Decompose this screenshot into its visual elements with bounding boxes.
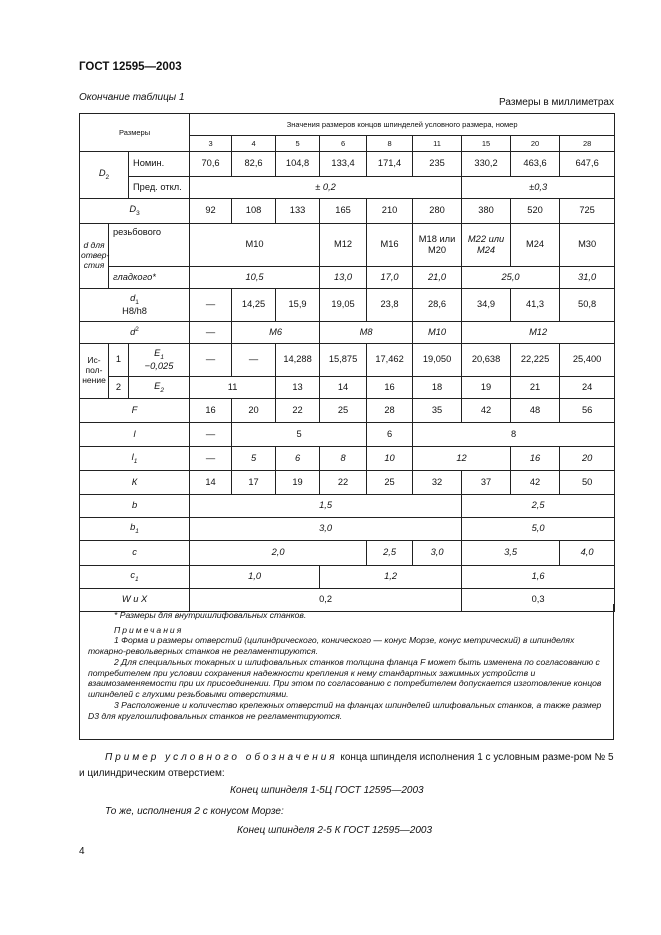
footnote: * Размеры для внутришлифовальных станков. bbox=[114, 610, 307, 620]
cell: 10 bbox=[367, 447, 413, 471]
cell: 20 bbox=[232, 399, 276, 423]
row-label-isp: Ис-пол-нение bbox=[80, 344, 109, 399]
row-label-d-hole: d для отвер-стия bbox=[80, 224, 109, 289]
cell: 56 bbox=[560, 399, 615, 423]
cell: 22,225 bbox=[511, 344, 560, 377]
cell: 6 bbox=[367, 423, 413, 447]
row-label-F: F bbox=[80, 399, 190, 423]
units-caption: Размеры в миллиметрах bbox=[499, 97, 614, 108]
cell: 5 bbox=[232, 423, 367, 447]
cell: 41,3 bbox=[511, 289, 560, 322]
cell: 2,5 bbox=[367, 541, 413, 566]
header-values-title: Значения размеров концов шпинделей условного размера, номер bbox=[190, 114, 615, 136]
cell: 10,5 bbox=[190, 267, 320, 289]
cell: 24 bbox=[560, 377, 615, 399]
row-label-b: b bbox=[80, 495, 190, 518]
cell: 14,288 bbox=[276, 344, 320, 377]
cell: 1,0 bbox=[190, 566, 320, 589]
cell: 92 bbox=[190, 199, 232, 224]
row-label-c1: $c_1$ bbox=[80, 566, 190, 589]
cell: 16 bbox=[367, 377, 413, 399]
cell: 8 bbox=[413, 423, 615, 447]
cell: 6 bbox=[276, 447, 320, 471]
row-label-D3: $D_3$ bbox=[80, 199, 190, 224]
cell: 17,462 bbox=[367, 344, 413, 377]
cell: 5 bbox=[232, 447, 276, 471]
cell: 171,4 bbox=[367, 152, 413, 177]
cell: М18 или М20 bbox=[413, 224, 462, 267]
example-text: конца шпинделя исполнения 1 с условным разме-ром № 5 и цилиндрическим отверстием: bbox=[79, 752, 614, 779]
table-notes bbox=[79, 604, 614, 740]
note-1: 1 Форма и размеры отверстий (цилиндрического, конического — конус Морзе, конус метрический) в шпинделях токарно-револьверных станков не регламентируются. bbox=[88, 635, 575, 657]
cell: 3,5 bbox=[462, 541, 560, 566]
example-lead: Пример условного обозначения bbox=[105, 752, 338, 763]
cell: 8 bbox=[320, 447, 367, 471]
cell: 3,0 bbox=[190, 518, 462, 541]
cell: 50,8 bbox=[560, 289, 615, 322]
row-label-l1: $l_1$ bbox=[80, 447, 190, 471]
cell: 165 bbox=[320, 199, 367, 224]
cell: 1,2 bbox=[320, 566, 462, 589]
cell: 330,2 bbox=[462, 152, 511, 177]
cell: М10 bbox=[413, 322, 462, 344]
cell: 19,050 bbox=[413, 344, 462, 377]
row-label-K: К bbox=[80, 471, 190, 495]
cell: — bbox=[190, 344, 232, 377]
cell: 725 bbox=[560, 199, 615, 224]
cell: 25,400 bbox=[560, 344, 615, 377]
cell: 21 bbox=[511, 377, 560, 399]
cell: 20,638 bbox=[462, 344, 511, 377]
cell: 520 bbox=[511, 199, 560, 224]
cell: 28 bbox=[367, 399, 413, 423]
cell: 32 bbox=[413, 471, 462, 495]
row-label-d1: $d_1$ Н8/h8 bbox=[80, 289, 190, 322]
cell: 17,0 bbox=[367, 267, 413, 289]
row-label-l: l bbox=[80, 423, 190, 447]
label-E1: $E_1$ −0,025 bbox=[129, 344, 190, 377]
cell: 2,5 bbox=[462, 495, 615, 518]
cell: 21,0 bbox=[413, 267, 462, 289]
cell: 15,9 bbox=[276, 289, 320, 322]
cell: М22 или М24 bbox=[462, 224, 511, 267]
variant-num: 2 bbox=[109, 377, 129, 399]
cell: — bbox=[190, 289, 232, 322]
cell: ±0,3 bbox=[462, 177, 615, 199]
header-num: 3 bbox=[190, 136, 232, 152]
cell: 18 bbox=[413, 377, 462, 399]
cell: 48 bbox=[511, 399, 560, 423]
cell: 108 bbox=[232, 199, 276, 224]
label-pred: Пред. откл. bbox=[129, 177, 190, 199]
cell: 14 bbox=[190, 471, 232, 495]
example-paragraph bbox=[79, 750, 614, 782]
cell: 14,25 bbox=[232, 289, 276, 322]
row-label-b1: $b_1$ bbox=[80, 518, 190, 541]
row-label-d2: $d^2$ bbox=[80, 322, 190, 344]
row-label-c: c bbox=[80, 541, 190, 566]
cell: 22 bbox=[320, 471, 367, 495]
cell: 25 bbox=[367, 471, 413, 495]
example-same: То же, исполнения 2 с конусом Морзе: bbox=[105, 806, 284, 817]
label-rezb: резьбового bbox=[109, 224, 190, 267]
cell: 2,0 bbox=[190, 541, 367, 566]
cell: 82,6 bbox=[232, 152, 276, 177]
page-number: 4 bbox=[79, 846, 85, 857]
table-caption: Окончание таблицы 1 bbox=[79, 92, 185, 103]
cell: 380 bbox=[462, 199, 511, 224]
cell: 35 bbox=[413, 399, 462, 423]
cell: М6 bbox=[232, 322, 320, 344]
document-title: ГОСТ 12595—2003 bbox=[79, 61, 182, 73]
cell: М24 bbox=[511, 224, 560, 267]
cell: 13,0 bbox=[320, 267, 367, 289]
note-2: 2 Для специальных токарных и шлифовальных станков толщина фланца F может быть изменена по согласованию с потребителем при условии сохранения надежности крепления к нему стандартных зажимных устройств и взаимозаменяемости при их присоединении. При этом по согласованию с потребителем допускается изготовление концов шпинделей с глухими резьбовыми отверстиями. bbox=[88, 656, 602, 700]
header-num: 6 bbox=[320, 136, 367, 152]
header-sizes: Размеры bbox=[80, 114, 190, 152]
cell: 647,6 bbox=[560, 152, 615, 177]
cell: 19 bbox=[462, 377, 511, 399]
cell: — bbox=[190, 447, 232, 471]
cell: 20 bbox=[560, 447, 615, 471]
cell: 19,05 bbox=[320, 289, 367, 322]
header-num: 4 bbox=[232, 136, 276, 152]
cell: 0,2 bbox=[190, 589, 462, 612]
cell: М10 bbox=[190, 224, 320, 267]
cell: 280 bbox=[413, 199, 462, 224]
header-num: 8 bbox=[367, 136, 413, 152]
cell: 22 bbox=[276, 399, 320, 423]
row-label-D2: $D_2$ bbox=[80, 152, 129, 199]
cell: 28,6 bbox=[413, 289, 462, 322]
notes-title: Примечания bbox=[114, 624, 184, 635]
cell: М12 bbox=[462, 322, 615, 344]
cell: ± 0,2 bbox=[190, 177, 462, 199]
cell: 13 bbox=[276, 377, 320, 399]
example-code-1: Конец шпинделя 1-5Ц ГОСТ 12595—2003 bbox=[230, 785, 424, 796]
cell: 25,0 bbox=[462, 267, 560, 289]
cell: 50 bbox=[560, 471, 615, 495]
cell: 133,4 bbox=[320, 152, 367, 177]
example-code-2: Конец шпинделя 2-5 К ГОСТ 12595—2003 bbox=[237, 825, 433, 836]
cell: 463,6 bbox=[511, 152, 560, 177]
variant-num: 1 bbox=[109, 344, 129, 377]
cell: 133 bbox=[276, 199, 320, 224]
cell: 1,6 bbox=[462, 566, 615, 589]
row-label-WX: W и X bbox=[80, 589, 190, 612]
header-num: 20 bbox=[511, 136, 560, 152]
cell: 14 bbox=[320, 377, 367, 399]
cell: 37 bbox=[462, 471, 511, 495]
cell: 12 bbox=[413, 447, 511, 471]
cell: 5,0 bbox=[462, 518, 615, 541]
cell: — bbox=[190, 423, 232, 447]
cell: — bbox=[232, 344, 276, 377]
cell: М30 bbox=[560, 224, 615, 267]
cell: 3,0 bbox=[413, 541, 462, 566]
spindle-dimensions-table bbox=[79, 113, 615, 612]
header-num: 5 bbox=[276, 136, 320, 152]
cell: М8 bbox=[320, 322, 413, 344]
cell: 0,3 bbox=[462, 589, 615, 612]
cell: М16 bbox=[367, 224, 413, 267]
label-nomin: Номин. bbox=[129, 152, 190, 177]
cell: 31,0 bbox=[560, 267, 615, 289]
note-3: 3 Расположение и количество крепежных отверстий на фланцах шпинделей шлифовальных станков, а также размер D3 для круглошлифовальных станков не регламентируются. bbox=[88, 699, 602, 721]
cell: 25 bbox=[320, 399, 367, 423]
cell: 16 bbox=[511, 447, 560, 471]
cell: 16 bbox=[190, 399, 232, 423]
cell: 104,8 bbox=[276, 152, 320, 177]
header-num: 28 bbox=[560, 136, 615, 152]
cell: 210 bbox=[367, 199, 413, 224]
cell: 70,6 bbox=[190, 152, 232, 177]
cell: 4,0 bbox=[560, 541, 615, 566]
cell: 15,875 bbox=[320, 344, 367, 377]
cell: — bbox=[190, 322, 232, 344]
cell: М12 bbox=[320, 224, 367, 267]
cell: 34,9 bbox=[462, 289, 511, 322]
cell: 17 bbox=[232, 471, 276, 495]
cell: 235 bbox=[413, 152, 462, 177]
cell: 11 bbox=[190, 377, 276, 399]
cell: 23,8 bbox=[367, 289, 413, 322]
header-num: 11 bbox=[413, 136, 462, 152]
cell: 42 bbox=[511, 471, 560, 495]
cell: 1,5 bbox=[190, 495, 462, 518]
header-num: 15 bbox=[462, 136, 511, 152]
label-glad: гладкого* bbox=[109, 267, 190, 289]
cell: 19 bbox=[276, 471, 320, 495]
label-E2: $E_2$ bbox=[129, 377, 190, 399]
cell: 42 bbox=[462, 399, 511, 423]
